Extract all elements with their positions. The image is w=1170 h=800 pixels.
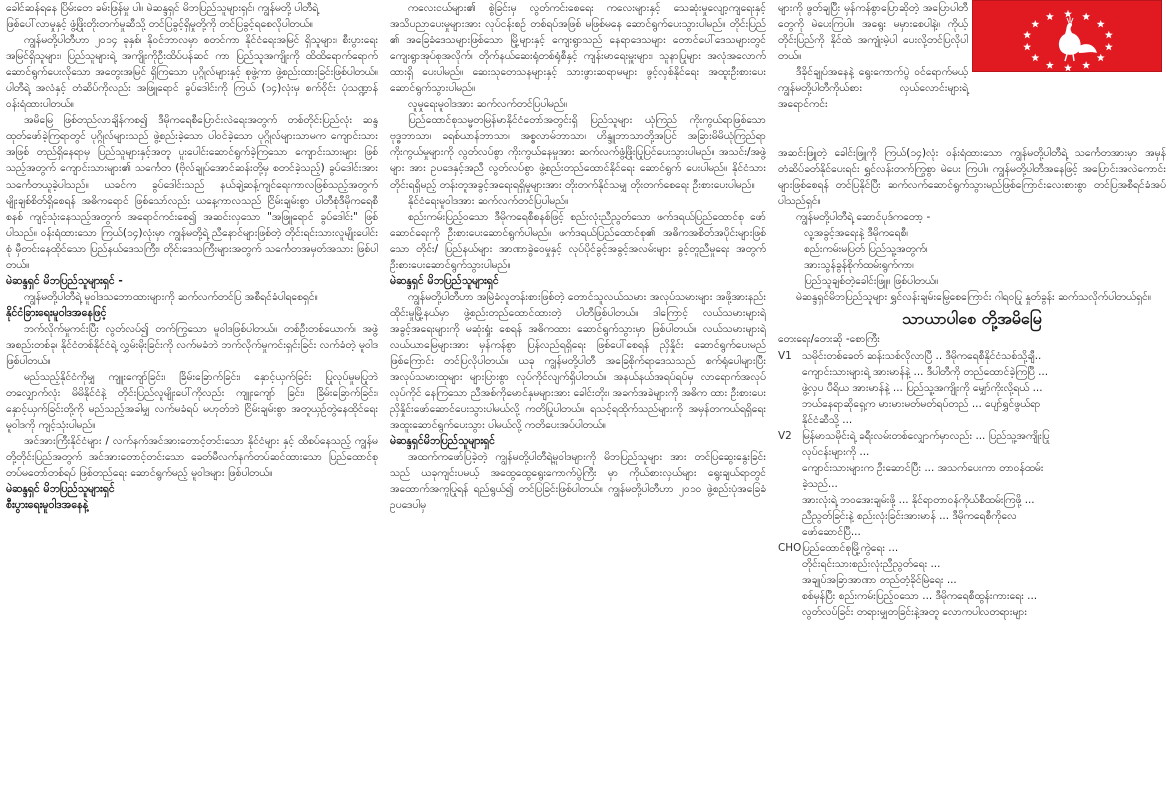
verse-line: ပြည်ထောင်စုမြို့ကွဲရေး ... — [802, 542, 899, 555]
verse-label: V1 — [778, 349, 792, 362]
column-right — [778, 0, 1166, 800]
star-icon — [1064, 10, 1072, 18]
verse-line: တိုင်းရင်းသားစည်းလုံးညီညွတ်ရေး ... — [802, 558, 941, 571]
star-icon — [1031, 54, 1039, 62]
paragraph: များကို ဖွတ်ချပြီး မှန်ကန်စွာပြောဆိုတဲ့ အပြောပါတီတွေကို မဲပေးကြပါ။ အရွေး မမှားစေပါနဲ့။ ကိုယ့်တိုင်းပြည်ကို နိုင်ထဲ အကျုံးမဲ့ပါ ပေးလို့တင်ပြလိုပါတယ်။ — [778, 2, 968, 63]
flag-field — [972, 0, 1162, 72]
poem-credit: တေးရေး/တေးဆို -စောကြီး — [778, 333, 880, 346]
verse-line: လုပ်ငန်းများကို ... — [802, 445, 870, 458]
star-icon — [1031, 20, 1039, 28]
verse-label: V2 — [778, 429, 792, 442]
paragraph: ဘက်လိုက်မှုကင်းပြီး လွတ်လပ်၍ တက်ကြွသော မူဝါဒဖြစ်ပါတယ်။ တစ်ဦးတစ်ယောက်၊ အဖွဲ့အစည်းတစ်ခု၊ နိုင်ငံတစ်နိုင်ငံရဲ့ လွှမ်းမိုးခြင်းကို လက်မခံဘဲ ဘက်လိုက်မှုကင်းရှင်းခြင်း လက်ခံတဲ့ မူဝါဒဖြစ်ပါတယ်။ — [6, 322, 378, 368]
column-left — [6, 0, 378, 800]
star-icon — [1082, 61, 1090, 69]
paragraph: ကလေးငယ်များ၏ စွဲခြင်းမှ လွတ်ကင်းစေရေး ကလေးများနှင့် သေဆုံးမှုလျော့ကျရေးနှင့် အသိပညာပေးမှုများအား လုပ်ငန်းစဉ် တစ်ရပ်အဖြစ် မဖြစ်မနေ ဆောင်ရွက်ပေးသွားပါမည်။ တိုင်းပြည် ၏ အခြေခံဒေသများဖြစ်သော မြို့များနှင့် ကျေးရွာသည် နေရာဒေသများ တောင်ပေါ်ဒေသများတွင် ကျေးရွာအုပ်စုအလိုက်၊ တိုက်နယ်ဆေးရုံတစ်ရုံစီနှင့် ကျန်းမာရေးမှူးများ၊ သူနာပြုများ အလုံအလောက် ထားရှိ ပေးပါမည်။ ဆေးသုတေသနများနှင့် သားဖွားဆရာမများ ဖွင့်လှစ်နိုင်ရေး အထူးဦးစားပေး ဆောင်ရွက်သွားပါမည်။ — [390, 2, 766, 95]
star-icon — [1046, 61, 1054, 69]
column-middle — [390, 0, 766, 800]
verse — [778, 428, 1166, 444]
paragraph: စည်းကမ်းပြည့်ဝသော ဒီမိုကရေစီစနစ်ဖြင့် စည်းလုံးညီညွတ်သော ဖက်ဒရယ်ပြည်ထောင်စု ဖော်ဆောင်ရေးကို ဦးစားပေးဆောင်ရွက်ပါမည်။ ဖက်ဒရယ်ပြည်ထောင်စု၏ အဓိကအစိတ်အပိုင်းများဖြစ်သော တိုင်း/ ပြည်နယ်များ အာဏာခွဲဝေမှုနှင့် လုပ်ပိုင်ခွင့်အခွင့်အလမ်းများ ခွင့်တူညီမှုရေး အတွက် ဦးစားပေးဆောင်ရွက်သွားပါမည်။ — [390, 210, 766, 271]
paragraph: အင်အားကြီးနိုင်ငံများ / လက်နက်အင်အားတောင့်တင်းသော နိုင်ငံများ နှင့် ထိစပ်နေသည့် ကျွန်မတို့တိုင်းပြည်အတွက် အင်အားတောင့်တင်းသော ခေတ်မီလက်နက်တပ်ဆင်ထားသော ပြည်ထောင်စုတပ်မတော်တစ်ရပ် ဖြစ်တည်ရေး ဆောင်ရွက်မည့် မူဝါဒများ ဖြစ်ပါတယ်။ — [6, 435, 378, 480]
poem-title: သာယာပါစေ တို့အမိမြေ — [902, 309, 1042, 329]
star-icon — [1023, 43, 1031, 51]
section-heading: မဲဆန္ဒရှင် မိဘပြည်သူများရှင် — [390, 274, 499, 287]
verse-line: ညီညွတ်ခြင်းနဲ့ စည်းလုံးခြင်းအားမာန် ... ဒီမိုကရေစီကိုလေ — [802, 509, 1017, 522]
verse-line: အားလုံးရဲ့ ဘဝအေးချမ်းဖို့ ... နိုင်ရာတာဝန်ကိုယ်စီထမ်းကြဖို့ ... — [802, 493, 1035, 506]
verse — [778, 540, 1166, 556]
section-heading: မဲဆန္ဒရှင် မိဘပြည်သူများရှင် — [6, 483, 115, 496]
verse-line: လွတ်လပ်ခြင်း တရားမျှတခြင်းနဲ့အတူ လောကပါလတရားများ — [802, 606, 1028, 619]
section-heading: နိုင်ငံခြားရေးမူဝါဒအနေဖြင့် — [6, 306, 107, 319]
star-icon — [1046, 12, 1054, 20]
star-icon — [1105, 31, 1113, 39]
star-icon — [1064, 64, 1072, 72]
verse-line: ဖွဲ့လှပ ပီရိယ အားမာန်နဲ့ ... ပြည်သူ့အကျိုးကို မျှော်ကိုးလို့ရယ် ... — [802, 381, 1043, 394]
star-icon — [1097, 54, 1105, 62]
paragraph: ကျွန်မတို့ပါတီဟာ ၂၀၁၄ ခုနှစ်၊ နိုဝင်ဘာလမှာ စတင်ကာ နိုင်ငံရေးအမြင် ရှိသူများ၊ စီးပွားရေးအမြင်ရှိသူများ၊ ပြည်သူများရဲ့ အကျိုးကိုဦးထိပ်ပန်ဆင် ကာ ပြည်သူအကျိုးကို ထိထိရောက်ရောက် ဆောင်ရွက်ပေးလိုသော အတွေးအမြင် ရှိကြသော ပုဂ္ဂိုလ်များနှင့် စုဖွဲ့ကာ ဖွဲ့စည်းထားခြင်းဖြစ်ပါတယ်။ ပါတီရဲ့ အလံနှင့် တံဆိပ်ကိုလည်း အဖြူရောင် ခွပ်ဒေါင်းကို ကြယ် (၁၄)လုံးမှ စက်ဝိုင်း ပုံသဏ္ဍာန် ဝန်းရံထားပါတယ်။ — [6, 34, 378, 111]
verse-line: ခဲ့သည်... — [802, 477, 838, 490]
verse-line: ဖော်ဆောင်ပြီ... — [802, 526, 861, 539]
paragraph: ဒီခိုင်ချုပ်အနေနဲ့ ရွေးကောက်ပွဲ ဝင်ရောက်မယ့် ကျွန်မတို့ပါတီကိုယ်စား လှယ်လောင်းများရဲ့ အရောင်ကင်း — [778, 66, 968, 111]
paragraph: ခေါင်ဆန်ရနေ ပြိမ်းတေ ခမ်းဖြန်မှု ပါ။ မဲဆန္ဒရှင် မိဘပြည်သူများရှင်၊ ကျွန်မတို့ ပါတီရဲ့ — [6, 2, 319, 14]
paragraph: နိုင်ငံရေးမူဝါဒအား ဆက်လက်တင်ပြပါမည်။ — [408, 194, 569, 207]
paragraph: အထက်ကဖော်ပြခဲ့တဲ့ ကျွန်မတို့ပါတီရဲ့မူဝါဒများကို မိဘပြည်သူများ အား တင်ပြဆွေးနွေးခြင်းသည် ယခုကျင်းပမယ့် အထွေထွေရွေးကောက်ပွဲကြီး မှာ ကိုယ်စားလှယ်များ ရွေးချယ်ရာတွင် အထောက်အကူပြုရန် ရည်ရွယ်၍ တင်ပြခြင်းဖြစ်ပါတယ်။ ကျွန်မတို့ပါတီဟာ ၂၀၁၀ ဖွဲ့စည်းပုံအခြေခံဥပဒေပါမှ — [390, 451, 766, 512]
verse-line: ဘယ်နေရာဆိုရှေ့က မားမားမတ်မတ်ရပ်တည် ... ပျော်ရွှင်ဖွယ်ရာ — [802, 397, 1041, 410]
paragraph: အဆင်းဖြူတဲ့ ခေါင်းဖြူကို ကြယ်(၁၄)လုံး ဝန်းရံထားသော ကျွန်မတို့ပါတီရဲ့ သင်္ကေတအားမှာ အမှန်တံဆိပ်ခတ်နိုင်ပေးရင်း ရွှင်လန်းတက်ကြွစွာ မဲပေး ကြပါ။ ကျွန်မတို့ပါတီအနေဖြင့် အပြောင်းအလဲကောင်းများဖြစ်စေရန် တင်ပြနိုင်ပြီး ဆက်လက်ဆောင်ရွက်သွားမည်ဖြစ်ကြောင်းလေးစားစွာ တင်ပြအစီရင်ခံအပ်ပါသည်ရှင်။ — [778, 147, 1166, 208]
verse-line: ကျောင်းသားများက ဦးဆောင်ပြီး ... အသက်ပေးကာ တာဝန်ထမ်း — [802, 461, 1044, 474]
paragraph: မည်သည့်နိုင်ငံကိုမျှ ကျူးကျော်ခြင်း၊ ခြိမ်းခြောက်ခြင်း၊ နှောင့်ယှက်ခြင်း ပြုလုပ်မှုမပြုဘဲ တလျှောက်လုံး မိမိနိုင်ငံနဲ့ တိုင်းပြည်လူမျိုးပေါ်ကိုလည်း ကျူးကျော် ခြင်း၊ ခြိမ်းခြောက်ခြင်း၊ နှောင့်ယှက်ခြင်းတို့ကို မည်သည့်အခါမျှ လက်မခံရပ် မဟုတ်ဘဲ ငြိမ်းချမ်းစွာ အတူယှဉ်တွဲနေထိုင်ရေး မူဝါဒကို ကျင့်သုံးပါမည်။ — [6, 371, 378, 432]
verse-label: CHO — [778, 542, 802, 555]
star-icon — [1023, 31, 1031, 39]
list-item: အားသွန်ခွန်စိုက်ထမ်းရွက်ကာ၊ — [804, 259, 914, 272]
section-heading: မဲဆန္ဒရှင် မိဘပြည်သူများရှင် - — [6, 274, 123, 287]
white-peacock-icon — [973, 1, 1162, 72]
list-item: လူ့အခွင့်အရေးနဲ့ ဒီမိုကရေစီ၊ — [804, 227, 908, 240]
paragraph: အမိမြေ ဖြစ်တည်လာချိန်ကစ၍ ဒီမိုကရေစီပြောင်းလဲရေးအတွက် တစ်တိုင်းပြည်လုံး ဆန္ဒထုတ်ဖော်ခဲ့ကြရာတွင် ပုဂ္ဂိုလ်များသည် ဖွဲ့စည်းခဲ့သော ပါဝင်ခဲ့သော ပုဂ္ဂိုလ်များသာမက ကျောင်းသားအဖြစ် တည်ရှိနေရာမှ ပြည်သူများနှင့်အတူ ပူးပေါင်းဆောင်ရွက်ခဲ့ကြသော ကျောင်းသားများ ဖြစ်သည့်အတွက် ကျောင်းသားများ၏ သင်္ကေတ (ဗိုလ်ချုပ်အောင်ဆန်းတို့မှ စတင်ခဲ့သည့်) ခွပ်ဒေါင်းအား သင်္ကေတယူခဲ့ပါသည်။ ယခင်က ခွပ်ဒေါင်းသည် နယ်ချဲ့ဆန့်ကျင်ရေးကာလဖြစ်သည့်အတွက် မျိုးချစ်စိတ်ရှိစေရန် အဓိကရောင် ဖြစ်သော်လည်း ယနေ့ကာလသည် ငြိမ်းချမ်းစွာ ပါတီစုံဒီမိုကရေစီစနစ် ကျင့်သုံးနေသည့်အတွက် အရောင်ကင်းစေ၍ အဆင်းလှသော "အဖြူရောင် ခွပ်ဒေါင်း" ဖြစ်ပါသည်။ ဝန်းရံထားသော ကြယ်(၁၄)လုံးမှာ ကျွန်မတို့ရဲ့ ညီနောင်များဖြစ်တဲ့ တိုင်းရင်းသားလူမျိုးပေါင်းစုံ မှီတင်းနေထိုင်သော ပြည်နယ်ဒေသကြီး၊ တိုင်းဒေသကြီးများအတွက် သင်္ကေတအမှတ်အသား ဖြစ်ပါတယ်။ — [6, 114, 378, 271]
star-icon — [1097, 20, 1105, 28]
verse — [778, 348, 1166, 364]
verse-line: အချုပ်အခြာအာဏာ တည်တံ့ခိုင်မြဲရေး ... — [802, 574, 957, 587]
list-item: စည်းကမ်းမပြတ် ပြည်သူ့အတွက်၊ — [804, 243, 928, 256]
paragraph: ဖြစ်ပေါ်လာမှုနှင့် ဖွံ့ဖြိုးတိုးတက်မှုဆီသို့ တင်ပြခွင့်ရှိမှုတို့ကို တင်ပြခွင့်ရစေလိုပါတယ်။ — [6, 18, 313, 31]
paragraph: ကျွန်မတို့ပါတီဟာ အမြဲခံလူတန်းစားဖြစ်တဲ့ တောင်သူလယ်သမား အလုပ်သမားများ အဖို့အားနည်းထိုင်းမှုမြို့နယ်မှာ ဖွဲ့စည်းတည်ထောင်ထားတဲ့ ပါတီဖြစ်ပါတယ်။ ဒါကြောင့် လယ်သမားများရဲ့ အခွင့်အရေးများကို မဆုံးရှုံး စေရန် အဓိကထား ဆောင်ရွက်သွားမှာ ဖြစ်ပါတယ်။ လယ်သမားများရဲ့ လယ်ယာမြေများအား မှန်ကန်စွာ ပြန်လည်ရရှိရေး ဖြစ်ပေါ်စေရန် ညှိနှိုင်း ဆောင်ရွက်ပေးမည်ဖြစ်ကြောင်း တင်ပြလိုပါတယ်။ ယခု ကျွန်မတို့ပါတီ အခြေစိုက်ရာဒေသသည် စက်ရုံပေါများပြီး အလုပ်သမားထုများ များပြားစွာ လုပ်ကိုင်လျက်ရှိပါတယ်။ အနယ်နယ်အရပ်ရပ်မှ လာရောက်အလုပ်လုပ်ကိုင် နေကြသော ညီအစ်ကိုမောင်နှမများအား ခေါင်းတိုး၊ အခက်အခဲများကို အဓိက ထား ဦးစားပေး ညှိနှိုင်းဖော်ဆောင်ပေးသွားပါမယ်လို့ ကတိပြုပါတယ်။ ရသင့်ရထိုက်သည်များကို အမှန်တကယ်ရရှိရေး အထူးဆောင်ရွက်ပေးသွား ပါမယ်လို့ ကတိပေးအပ်ပါတယ်။ — [390, 290, 766, 432]
section-heading: စီးပွားရေးမူဝါဒအနေနဲ့ — [6, 499, 89, 512]
peacock-silhouette — [1059, 17, 1097, 61]
paragraph: ပြည်ထောင်စုသမ္မတမြန်မာနိုင်ငံတော်အတွင်းရှိ ပြည်သူများ ယုံကြည် ကိုးကွယ်ရာဖြစ်သော ဗုဒ္ဓဘာသာ၊ ခရစ်ယာန်ဘာသာ၊ အစ္စလာမ်ဘာသာ၊ ဟိန္ဒူဘာသာတို့အပြင် အခြားမိမိယုံကြည်ရာကိုးကွယ်မှုများကို လွတ်လပ်စွာ ကိုးကွယ်နေမှုအား ဆက်လက်ဖွံ့ဖြိုးပြုပြင်ပေးသွားပါမည်။ အသင်း/အဖွဲ့များ အား ဥပဒေနှင့်အညီ လွတ်လပ်စွာ ဖွဲ့စည်းတည်ထောင်နိုင်ရေး ဆောင်ရွက် ပေးပါမည်။ နိုင်ငံသားတိုင်းရရှိမည့် တန်းတူအခွင့်အရေးရရှိမှုများအား တိုးတက်နိုင်သမျှ တိုးတက်စေရေး ဦးစားပေးပါမည်။ — [390, 114, 766, 191]
verse-line: မြန်မာသမိုင်းရဲ့ ခရီးလမ်းတစ်လျှောက်မှာလည်း ... ပြည်သူ့အကျိုးပြု — [802, 429, 1050, 442]
verse-line: သမိုင်းတစ်ခေတ် ဆန်းသစ်လိုလာပြီ .. ဒီမိုကရေစီနိုင်ငံသစ်သို့ချီ.. — [802, 349, 1042, 362]
verse-line: ကျောင်းသားများရဲ့ အားမာန်နဲ့ ... ဒီပါတီကို တည်ထောင်ခဲ့ကြပြီ ... — [802, 365, 1049, 378]
verse-line: နိုင်ငံဆီသို့ ... — [802, 413, 853, 426]
verse-line: စစ်မှန်ပြီး စည်းကမ်းပြည့်ဝသော ... ဒီမိုကရေစီထွန်းကားရေး ... — [802, 590, 1038, 603]
star-icon — [1105, 43, 1113, 51]
slogan-intro: ကျွန်မတို့ပါတီရဲ့ ဆောင်ပုဒ်ကတော့ - — [796, 211, 931, 224]
star-icon — [1082, 12, 1090, 20]
section-heading: မဲဆန္ဒရှင်မိဘပြည်သူများရှင် — [390, 435, 496, 448]
paragraph: ကျွန်မတို့ပါတီရဲ့ မူဝါဒသဘောထားများကို ဆက်လက်တင်ပြ အစီရင်ခံပါရစေရှင်။ — [24, 290, 318, 303]
list-item: ပြည်သူချစ်တဲ့ခေါင်းဖြူ။ ဖြစ်ပါတယ်။ — [804, 275, 939, 288]
party-flag — [972, 0, 1162, 72]
paragraph: လူမှုရေးမူဝါဒအား ဆက်လက်တင်ပြပါမည်။ — [408, 98, 568, 111]
paragraph: မဲဆန္ဒရှင်မိဘပြည်သူများ ရွှင်လန်းချမ်းမြေ့စေကြောင်း ဂါရဝပြု နှုတ်ခွန်း ဆက်သလိုက်ပါတယ်ရှင်။ — [796, 291, 1152, 304]
